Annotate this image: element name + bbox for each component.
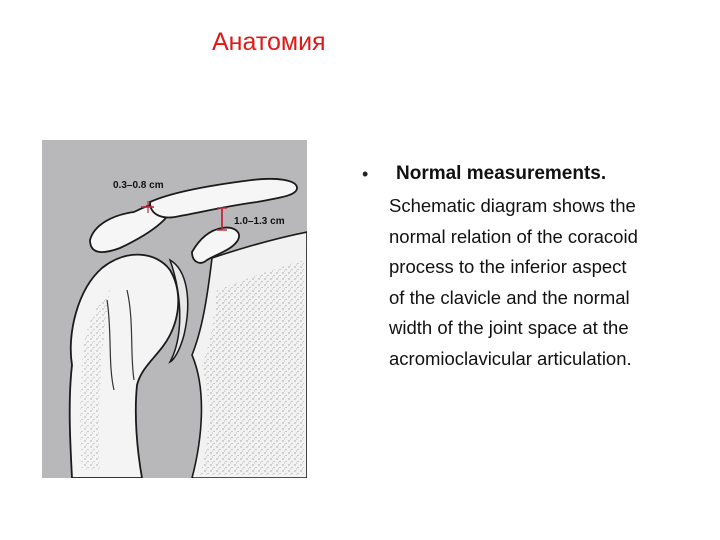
bullet-line: normal relation of the coracoid: [389, 225, 638, 247]
slide-title: Анатомия: [212, 28, 326, 56]
bullet-line: width of the joint space at the: [389, 317, 629, 338]
shoulder-anatomy-diagram: [42, 140, 307, 478]
bullet-body: [389, 191, 689, 374]
bullet-marker: •: [362, 164, 369, 184]
bullet-line: acromioclavicular articulation.: [389, 347, 632, 369]
bullet-line: process to the inferior aspect: [389, 256, 627, 277]
bullet-heading: Normal measurements.: [396, 163, 607, 184]
shoulder-anatomy-illustration: [42, 140, 307, 478]
label-coracoclavicular-distance: 0.3–0.8 cm: [113, 180, 164, 191]
bullet-line: Schematic diagram shows the: [389, 195, 636, 216]
clavicle-shape: [150, 179, 297, 218]
bullet-line: of the clavicle and the normal: [389, 286, 630, 308]
label-acromioclavicular-width: 1.0–1.3 cm: [234, 216, 285, 227]
